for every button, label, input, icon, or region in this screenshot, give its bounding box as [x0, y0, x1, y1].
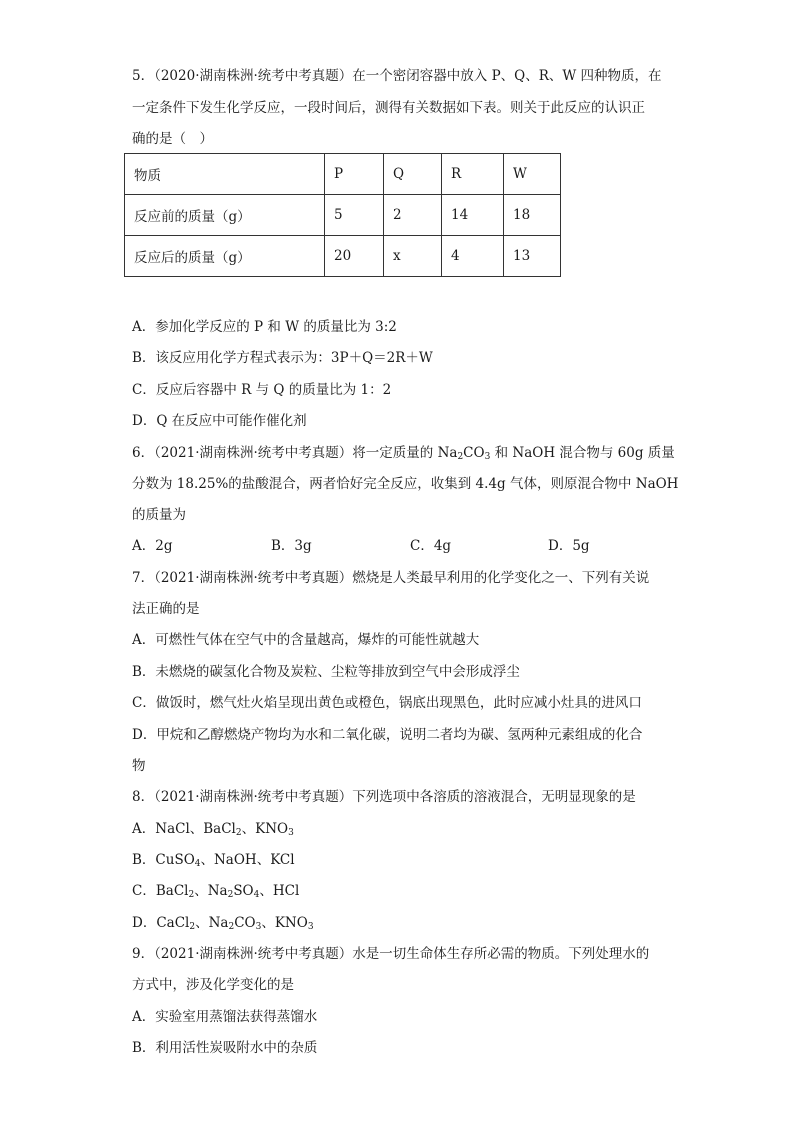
subscript: 3	[484, 452, 491, 462]
q9-stem-line2: 方式中，涉及化学变化的是	[132, 977, 294, 993]
q7-option-d-line1: D．甲烷和乙醇燃烧产物均为水和二氧化碳，说明二者均为碳、氢两种元素组成的化合	[132, 727, 643, 743]
formula-text: SO	[233, 883, 254, 899]
subscript: 2	[457, 452, 464, 462]
q7-option-c: C．做饭时，燃气灶火焰呈现出黄色或橙色，锅底出现黑色，此时应减小灶具的进风口	[132, 695, 642, 711]
subscript: 2	[188, 890, 195, 900]
subscript: 3	[255, 922, 262, 932]
q6-stem-line3: 的质量为	[132, 507, 186, 523]
formula-text: 、Na	[195, 915, 229, 931]
table-cell: 20	[325, 236, 384, 277]
table-cell: 反应前的质量（g）	[125, 195, 325, 236]
subscript: 2	[235, 828, 242, 838]
q5-stem-line3: 确的是（ ）	[132, 131, 213, 147]
q6-option-d: D．5g	[548, 538, 590, 554]
table-cell: P	[325, 154, 384, 195]
q6-stem-line1	[132, 443, 675, 463]
table-cell: 2	[384, 195, 442, 236]
q9-option-b: B．利用活性炭吸附水中的杂质	[132, 1040, 318, 1056]
q5-stem-line1: 5．（2020·湖南株洲·统考中考真题）在一个密闭容器中放入 P、Q、R、W 四种物质，在	[132, 68, 662, 84]
table-cell: Q	[384, 154, 442, 195]
formula-text: 、HCl	[259, 883, 300, 899]
table-cell: 4	[442, 236, 504, 277]
formula-text: 、KNO	[241, 821, 289, 837]
table-header-row	[125, 154, 561, 195]
q5-option-c: C．反应后容器中 R 与 Q 的质量比为 1：2	[132, 382, 392, 398]
formula-text: 、NaOH、KCl	[200, 852, 295, 868]
q7-option-b: B．未燃烧的碳氢化合物及炭粒、尘粒等排放到空气中会形成浮尘	[132, 664, 520, 680]
q5-option-a: A．参加化学反应的 P 和 W 的质量比为 3:2	[132, 319, 397, 335]
q6-stem-line2: 分数为 18.25%的盐酸混合，两者恰好完全反应，收集到 4.4g 气体，则原混合物中 NaOH	[132, 476, 679, 492]
q5-option-b: B．该反应用化学方程式表示为：3P＋Q＝2R＋W	[132, 350, 433, 366]
q8-option-a	[132, 819, 294, 839]
q8-stem-line1: 8．（2021·湖南株洲·统考中考真题）下列选项中各溶质的溶液混合，无明显现象的是	[132, 789, 636, 805]
option-label: C．	[132, 883, 156, 899]
q6-stem-text: CO	[463, 445, 485, 461]
q5-data-table	[124, 153, 561, 277]
q9-option-a: A．实验室用蒸馏法获得蒸馏水	[132, 1009, 318, 1025]
q7-option-d-line2: 物	[132, 758, 146, 774]
q5-stem-line2: 一定条件下发生化学反应，一段时间后，测得有关数据如下表。则关于此反应的认识正	[132, 100, 645, 116]
table-row	[125, 236, 561, 277]
q7-stem-line1: 7．（2021·湖南株洲·统考中考真题）燃烧是人类最早利用的化学变化之一、下列有关说	[132, 570, 650, 586]
table-cell: 反应后的质量（g）	[125, 236, 325, 277]
table-cell: 14	[442, 195, 504, 236]
q6-option-a: A．2g	[132, 538, 173, 554]
formula-text: BaCl	[155, 883, 189, 899]
q5-option-d: D．Q 在反应中可能作催化剂	[132, 413, 307, 429]
table-cell: x	[384, 236, 442, 277]
table-cell: 13	[504, 236, 561, 277]
subscript: 2	[227, 890, 234, 900]
option-label: B．	[132, 852, 156, 868]
table-cell: 18	[504, 195, 561, 236]
table-cell: R	[442, 154, 504, 195]
formula-text: 、Na	[194, 883, 228, 899]
subscript: 2	[228, 922, 235, 932]
q6-option-c: C．4g	[410, 538, 452, 554]
q8-option-c	[132, 881, 299, 901]
formula-text: CO	[234, 915, 256, 931]
subscript: 4	[194, 859, 201, 869]
subscript: 3	[288, 828, 294, 838]
subscript: 3	[307, 922, 314, 932]
subscript: 2	[189, 922, 196, 932]
formula-text: CuSO	[155, 852, 195, 868]
table-cell: W	[504, 154, 561, 195]
q7-option-a: A．可燃性气体在空气中的含量越高，爆炸的可能性就越大	[132, 632, 480, 648]
subscript: 4	[253, 890, 260, 900]
q8-option-b	[132, 850, 295, 870]
q6-stem-text: 和 NaOH 混合物与 60g 质量	[490, 445, 675, 461]
q6-stem-text: 6．（2021·湖南株洲·统考中考真题）将一定质量的 Na	[132, 445, 458, 461]
formula-text: NaCl、BaCl	[155, 821, 236, 837]
q7-stem-line2: 法正确的是	[132, 601, 200, 617]
table-cell: 物质	[125, 154, 325, 195]
q8-option-d	[132, 913, 314, 933]
table-row	[125, 195, 561, 236]
formula-text: CaCl	[156, 915, 190, 931]
q6-options-row	[0, 536, 794, 556]
q9-stem-line1: 9．（2021·湖南株洲·统考中考真题）水是一切生命体生存所必需的物质。下列处理水的	[132, 946, 650, 962]
option-label: D．	[132, 915, 157, 931]
q6-option-b: B．3g	[271, 538, 312, 554]
option-label: A．	[132, 821, 156, 837]
formula-text: 、KNO	[261, 915, 308, 931]
table-cell: 5	[325, 195, 384, 236]
